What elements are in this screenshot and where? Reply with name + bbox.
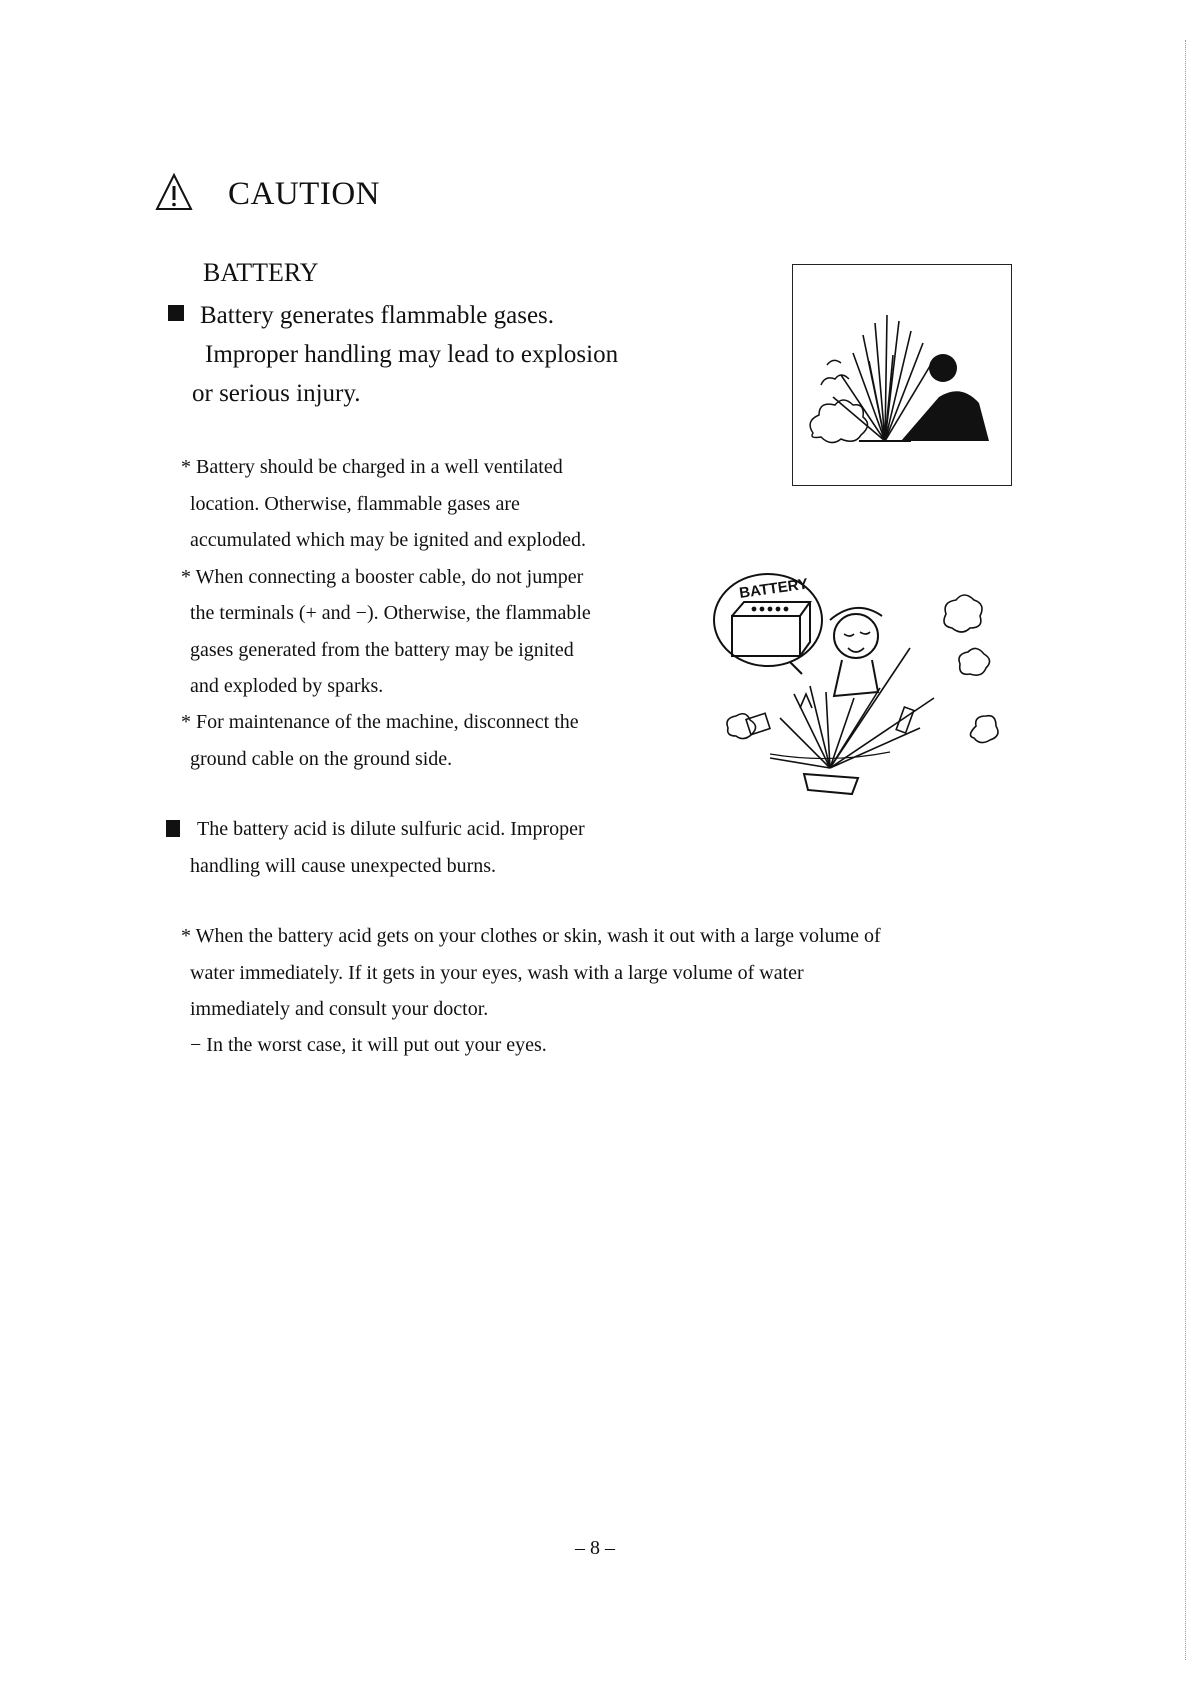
note-line: the terminals (+ and −). Otherwise, the flammable [190, 602, 591, 624]
note-line: * When the battery acid gets on your clothes or skin, wash it out with a large volume of [181, 925, 881, 947]
battery-explosion-illustration [710, 568, 1000, 808]
bullet-square-icon [166, 820, 180, 837]
note-line: gases generated from the battery may be ignited [190, 639, 574, 661]
explosion-icon [793, 265, 1010, 484]
note-line: * Battery should be charged in a well ventilated [181, 456, 563, 478]
warning1-line: or serious injury. [192, 380, 361, 407]
note-line: * When connecting a booster cable, do not jumper [181, 566, 584, 588]
note-line: accumulated which may be ignited and exploded. [190, 529, 586, 551]
battery-label: BATTERY [738, 575, 810, 602]
note-line: water immediately. If it gets in your eyes, wash with a large volume of water [190, 962, 804, 984]
warning1-line: Battery generates flammable gases. [200, 302, 555, 329]
warning-triangle-icon [155, 172, 193, 212]
note-line: location. Otherwise, flammable gases are [190, 493, 520, 515]
explosion-pictogram [792, 264, 1012, 486]
note-line: * For maintenance of the machine, disconnect the [181, 711, 579, 733]
note-line: immediately and consult your doctor. [190, 998, 489, 1020]
note-line: ground cable on the ground side. [190, 748, 453, 770]
section-title: BATTERY [203, 258, 319, 287]
warning2-line: handling will cause unexpected burns. [190, 855, 497, 877]
page-title: CAUTION [228, 176, 380, 212]
bullet-square-icon [168, 305, 184, 321]
note-line: and exploded by sparks. [190, 675, 384, 697]
warning2-line: The battery acid is dilute sulfuric acid. Improper [197, 818, 585, 840]
note-line: − In the worst case, it will put out your eyes. [190, 1034, 547, 1056]
scan-edge-line [1185, 40, 1187, 1660]
warning1-line: Improper handling may lead to explosion [205, 341, 619, 368]
page-number: – 8 – [575, 1537, 615, 1559]
battery-explosion-icon [710, 568, 1000, 808]
